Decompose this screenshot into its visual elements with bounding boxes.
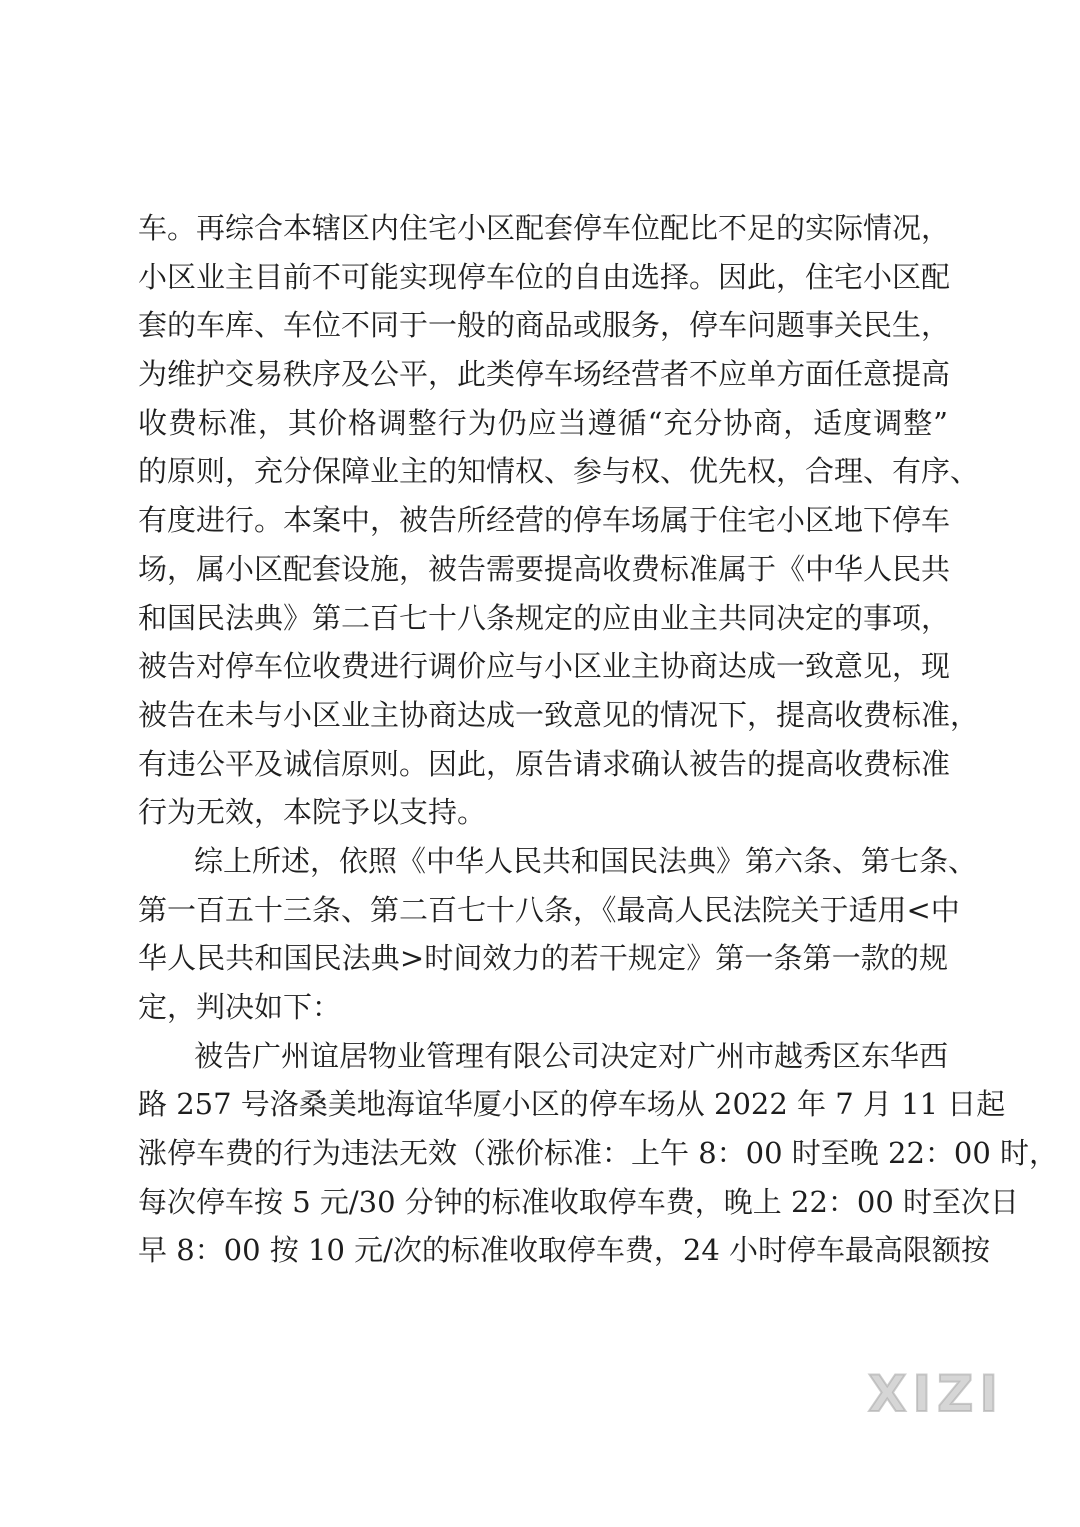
text-line: 行为无效，本院予以支持。 bbox=[138, 795, 487, 830]
text-line: 每次停车按 5 元/30 分钟的标准收取停车费，晚上 22：00 时至次日 bbox=[138, 1184, 1020, 1219]
text-line: 为维护交易秩序及公平，此类停车场经营者不应单方面任意提高 bbox=[138, 357, 951, 392]
text-line: 的原则，充分保障业主的知情权、参与权、优先权，合理、有序、 bbox=[138, 454, 980, 489]
text-line: 早 8：00 按 10 元/次的标准收取停车费，24 小时停车最高限额按 bbox=[138, 1233, 991, 1268]
text-line: 被告对停车位收费进行调价应与小区业主协商达成一致意见，现 bbox=[138, 649, 951, 684]
text-line: 路 257 号洛桑美地海谊华厦小区的停车场从 2022 年 7 月 11 日起 bbox=[138, 1087, 1006, 1122]
text-line: 涨停车费的行为违法无效（涨价标准：上午 8：00 时至晚 22：00 时， bbox=[138, 1136, 1059, 1171]
paragraph-first-line: 综上所述，依照《中华人民共和国民法典》第六条、第七条、 bbox=[194, 843, 978, 878]
text-line: 场，属小区配套设施，被告需要提高收费标准属于《中华人民共 bbox=[138, 551, 951, 586]
text-line: 华人民共和国民法典>时间效力的若干规定》第一条第一款的规 bbox=[138, 941, 948, 976]
text-line: 套的车库、车位不同于一般的商品或服务，停车问题事关民生， bbox=[138, 308, 951, 343]
text-line: 小区业主目前不可能实现停车位的自由选择。因此，住宅小区配 bbox=[138, 259, 951, 294]
text-line: 被告在未与小区业主协商达成一致意见的情况下，提高收费标准， bbox=[138, 697, 980, 732]
body-text bbox=[138, 204, 1059, 1275]
text-line: 定，判决如下： bbox=[138, 990, 342, 1024]
text-line: 收费标准，其价格调整行为仍应当遵循“充分协商，适度调整” bbox=[138, 405, 948, 440]
text-line: 第一百五十三条、第二百七十八条，《最高人民法院关于适用<中 bbox=[138, 892, 960, 927]
text-line: 车。再综合本辖区内住宅小区配套停车位配比不足的实际情况， bbox=[138, 211, 951, 245]
paragraph-first-line: 被告广州谊居物业管理有限公司决定对广州市越秀区东华西 bbox=[194, 1038, 949, 1073]
watermark-logo: XIZI bbox=[867, 1365, 1004, 1423]
text-line: 有违公平及诚信原则。因此，原告请求确认被告的提高收费标准 bbox=[138, 746, 951, 781]
text-line: 和国民法典》第二百七十八条规定的应由业主共同决定的事项， bbox=[138, 600, 951, 635]
text-line: 有度进行。本案中，被告所经营的停车场属于住宅小区地下停车 bbox=[138, 503, 951, 538]
